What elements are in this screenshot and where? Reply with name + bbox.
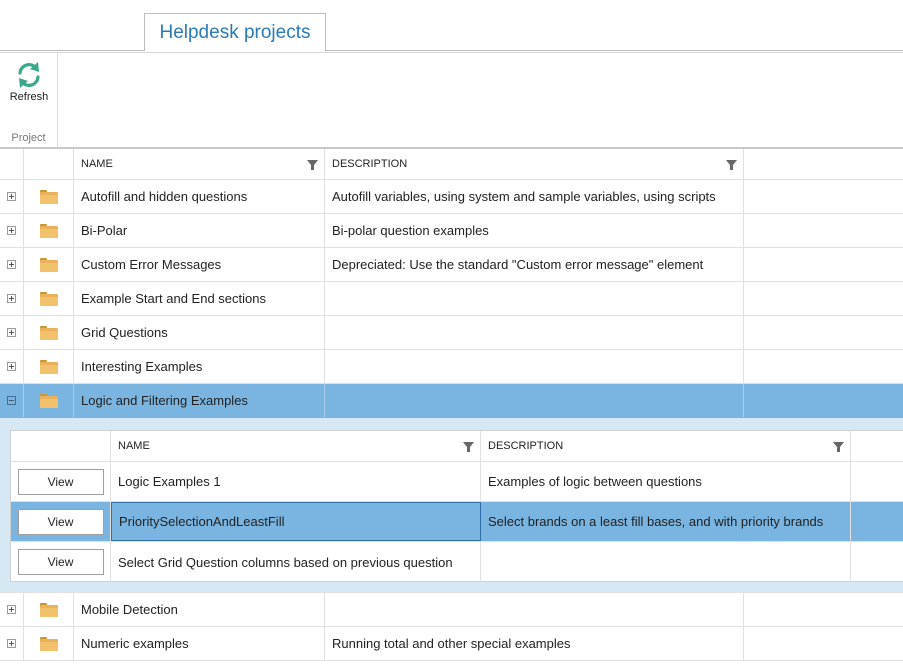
detail-row-filler (851, 502, 903, 541)
folder-icon (40, 637, 58, 651)
folder-cell (24, 248, 74, 281)
ribbon-group-project (0, 53, 58, 148)
table-row[interactable] (0, 180, 903, 214)
row-description (325, 593, 744, 626)
folder-icon (40, 190, 58, 204)
row-description: Running total and other special examples (325, 627, 744, 660)
row-name: Mobile Detection (74, 593, 325, 626)
row-description (325, 282, 744, 315)
refresh-button[interactable] (4, 61, 54, 107)
detail-row-name[interactable]: PrioritySelectionAndLeastFill (111, 502, 481, 541)
folder-icon (40, 394, 58, 408)
row-filler (744, 350, 903, 383)
row-name: Grid Questions (74, 316, 325, 349)
expand-icon[interactable] (7, 639, 16, 648)
column-header-name-label: NAME (81, 158, 113, 170)
folder-cell (24, 214, 74, 247)
tab-bar-divider (0, 50, 903, 51)
expand-icon[interactable] (7, 328, 16, 337)
folder-icon (40, 326, 58, 340)
expand-icon[interactable] (7, 605, 16, 614)
row-filler (744, 593, 903, 626)
detail-button-cell (11, 502, 111, 541)
expander-cell (0, 384, 24, 417)
row-filler (744, 282, 903, 315)
tab-bar (0, 0, 903, 52)
expander-cell (0, 180, 24, 213)
detail-header-row (11, 431, 903, 462)
projects-grid (0, 149, 903, 661)
header-expander-cell (0, 149, 24, 179)
expand-icon[interactable] (7, 260, 16, 269)
folder-icon (40, 292, 58, 306)
row-description (325, 316, 744, 349)
filter-icon[interactable] (463, 442, 474, 452)
folder-icon (40, 258, 58, 272)
detail-column-header-description[interactable] (481, 431, 851, 461)
refresh-label: Refresh (9, 91, 49, 103)
expand-icon[interactable] (7, 192, 16, 201)
detail-button-cell (11, 542, 111, 582)
folder-icon (40, 360, 58, 374)
detail-row[interactable] (11, 542, 903, 582)
table-row[interactable] (0, 627, 903, 661)
row-filler (744, 316, 903, 349)
ribbon (0, 53, 903, 148)
row-name: Interesting Examples (74, 350, 325, 383)
expander-cell (0, 282, 24, 315)
expander-cell (0, 316, 24, 349)
row-filler (744, 180, 903, 213)
header-icon-cell (24, 149, 74, 179)
detail-column-header-name[interactable] (111, 431, 481, 461)
table-row-selected[interactable] (0, 384, 903, 418)
detail-row-filler (851, 542, 903, 582)
expander-cell (0, 627, 24, 660)
detail-row[interactable] (11, 462, 903, 502)
row-description: Bi-polar question examples (325, 214, 744, 247)
ribbon-group-label: Project (11, 132, 46, 144)
filter-icon[interactable] (307, 160, 318, 170)
row-name: Numeric examples (74, 627, 325, 660)
collapse-icon[interactable] (7, 396, 16, 405)
row-filler (744, 214, 903, 247)
view-button[interactable]: View (18, 509, 104, 535)
filter-icon[interactable] (833, 442, 844, 452)
row-name: Logic and Filtering Examples (74, 384, 325, 417)
view-button[interactable]: View (18, 469, 104, 495)
folder-cell (24, 180, 74, 213)
expand-icon[interactable] (7, 294, 16, 303)
detail-row-name: Select Grid Question columns based on previous question (111, 542, 481, 582)
detail-column-header-description-label: DESCRIPTION (488, 440, 564, 452)
expander-cell (0, 248, 24, 281)
detail-header-button-cell (11, 431, 111, 461)
table-row[interactable] (0, 316, 903, 350)
row-name: Example Start and End sections (74, 282, 325, 315)
row-filler (744, 248, 903, 281)
folder-icon (40, 224, 58, 238)
detail-row-description: Examples of logic between questions (481, 462, 851, 501)
view-button[interactable]: View (18, 549, 104, 575)
detail-row-description (481, 542, 851, 582)
header-filler (744, 149, 903, 179)
folder-cell (24, 282, 74, 315)
detail-row-description: Select brands on a least fill bases, and with priority brands (481, 502, 851, 541)
table-row[interactable] (0, 350, 903, 384)
row-description: Autofill variables, using system and sample variables, using scripts (325, 180, 744, 213)
row-description (325, 350, 744, 383)
tab-helpdesk-projects[interactable]: Helpdesk projects (144, 13, 326, 51)
filter-icon[interactable] (726, 160, 737, 170)
column-header-description[interactable] (325, 149, 744, 179)
expander-cell (0, 214, 24, 247)
folder-cell (24, 593, 74, 626)
expand-icon[interactable] (7, 226, 16, 235)
table-row[interactable] (0, 282, 903, 316)
row-detail-panel (0, 418, 903, 593)
folder-cell (24, 384, 74, 417)
row-filler (744, 384, 903, 417)
expand-icon[interactable] (7, 362, 16, 371)
detail-grid (10, 430, 903, 582)
table-row[interactable] (0, 593, 903, 627)
refresh-icon (14, 61, 44, 89)
detail-header-filler (851, 431, 903, 461)
expander-cell (0, 593, 24, 626)
row-filler (744, 627, 903, 660)
row-name: Autofill and hidden questions (74, 180, 325, 213)
row-name: Custom Error Messages (74, 248, 325, 281)
row-description: Depreciated: Use the standard "Custom error message" element (325, 248, 744, 281)
row-description (325, 384, 744, 417)
column-header-name[interactable] (74, 149, 325, 179)
detail-row-name: Logic Examples 1 (111, 462, 481, 501)
folder-cell (24, 316, 74, 349)
table-row[interactable] (0, 214, 903, 248)
column-header-description-label: DESCRIPTION (332, 158, 408, 170)
folder-cell (24, 627, 74, 660)
folder-cell (24, 350, 74, 383)
grid-header-row (0, 149, 903, 180)
detail-button-cell (11, 462, 111, 501)
expander-cell (0, 350, 24, 383)
folder-icon (40, 603, 58, 617)
table-row[interactable] (0, 248, 903, 282)
detail-column-header-name-label: NAME (118, 440, 150, 452)
detail-row-selected[interactable] (11, 502, 903, 542)
detail-row-filler (851, 462, 903, 501)
row-name: Bi-Polar (74, 214, 325, 247)
